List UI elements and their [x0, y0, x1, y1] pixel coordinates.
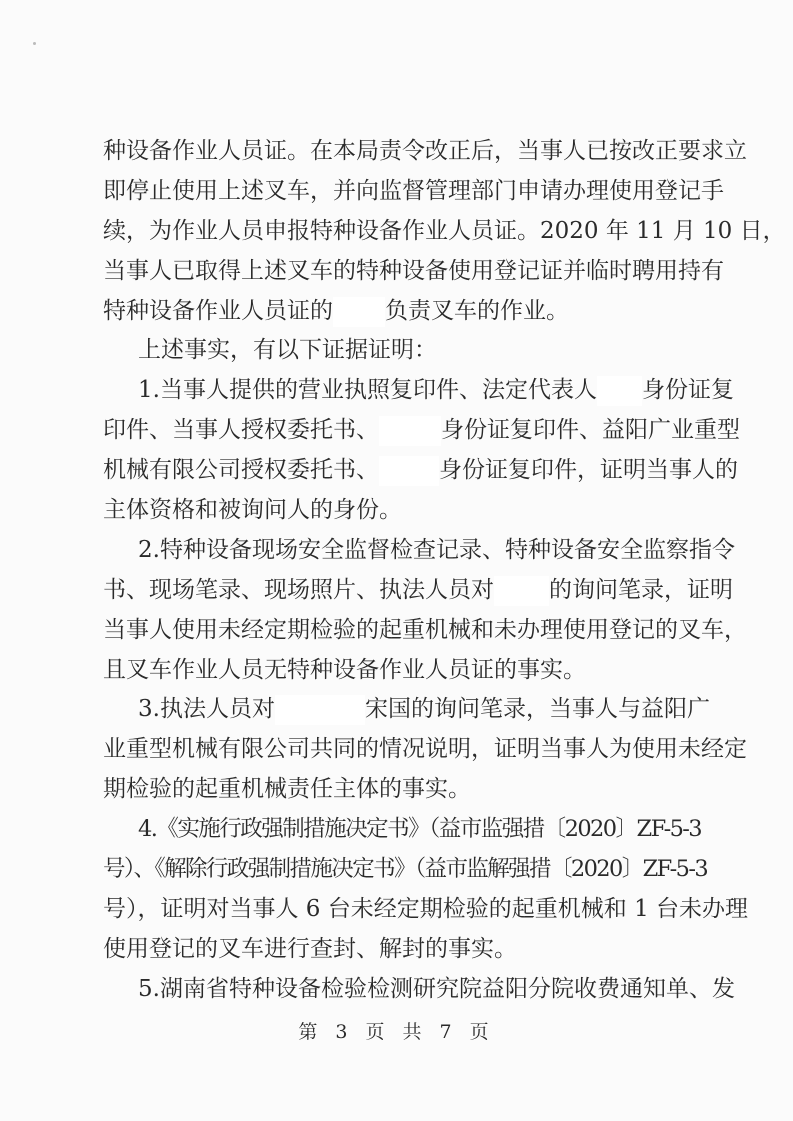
text: 书、现场笔录、现场照片、执法人员对 [103, 576, 494, 603]
text-line [103, 930, 701, 970]
text: 3.执法人员对 [138, 696, 275, 723]
text-line [103, 651, 701, 691]
text-line [103, 172, 724, 212]
text: 种设备作业人员证。在本局责令改正后，当事人已按改正要求立 [103, 138, 747, 164]
text: 当事人已取得上述叉车的特种设备使用登记证并临时聘用持有 [103, 257, 724, 284]
text: 2.特种设备现场安全监督检查记录、特种设备安全监察指令 [138, 536, 735, 563]
text: 机械有限公司授权委托书、 [103, 457, 379, 484]
document-body [103, 132, 786, 1010]
text-line [103, 371, 734, 411]
text-line [103, 850, 708, 890]
text: 使用登记的叉车进行查封、解封的事实。 [103, 935, 517, 962]
redaction-box [275, 695, 365, 725]
scan-speck [33, 42, 36, 45]
text-line [103, 292, 701, 332]
page-number: 第 3 页 共 7 页 [298, 1021, 495, 1043]
text: 续，为作业人员申报特种设备作业人员证。2020 年 11 月 10 日， [103, 217, 786, 244]
redaction-box [597, 376, 642, 406]
text-line [103, 531, 735, 571]
text-line [103, 611, 747, 651]
text-line [103, 890, 749, 930]
text: 4.《实施行政强制措施决定书》（益市监强措〔2020〕ZF-5-3 [138, 816, 701, 843]
text-line [103, 252, 724, 292]
redaction-box [379, 456, 439, 486]
text: 号）、《解除行政强制措施决定书》（益市监解强措〔2020〕ZF-5-3 [103, 856, 708, 883]
text: 上述事实，有以下证据证明： [138, 337, 437, 364]
text-line [103, 690, 710, 730]
redaction-box [333, 297, 385, 327]
text-line [103, 770, 701, 810]
text: 即停止使用上述叉车，并向监督管理部门申请办理使用登记手 [103, 177, 724, 204]
text: 业重型机械有限公司共同的情况说明，证明当事人为使用未经定 [103, 736, 747, 763]
text: 当事人使用未经定期检验的起重机械和未办理使用登记的叉车， [103, 616, 747, 643]
text: 负责叉车的作业。 [385, 297, 569, 324]
text: 宋国的询问笔录，当事人与益阳广 [364, 696, 710, 723]
text: 身份证复印件、益阳广业重型 [441, 417, 740, 444]
text: 身份证复印件，证明当事人的 [439, 457, 738, 484]
text: 且叉车作业人员无特种设备作业人员证的事实。 [103, 656, 586, 683]
text-line [103, 132, 747, 172]
text: 1.当事人提供的营业执照复印件、法定代表人 [138, 377, 597, 404]
text-line [103, 331, 701, 371]
text-line [103, 730, 747, 770]
text: 5.湖南省特种设备检验检测研究院益阳分院收费通知单、发 [138, 975, 735, 1002]
text-line [103, 810, 701, 850]
redaction-box [494, 576, 549, 606]
text: 主体资格和被询问人的身份。 [103, 497, 402, 524]
text-line [103, 571, 733, 611]
text: 印件、当事人授权委托书、 [103, 417, 379, 444]
text-line [103, 411, 740, 451]
text-line [103, 212, 786, 252]
redaction-box [379, 416, 441, 446]
text: 身份证复 [641, 377, 734, 404]
text: 特种设备作业人员证的 [103, 297, 333, 324]
text-line [103, 491, 701, 531]
text: 的询问笔录，证明 [549, 576, 733, 603]
text: 期检验的起重机械责任主体的事实。 [103, 776, 471, 803]
text-line [103, 970, 735, 1010]
text: 号），证明对当事人 6 台未经定期检验的起重机械和 1 台未办理 [103, 895, 749, 922]
text-line [103, 451, 738, 491]
